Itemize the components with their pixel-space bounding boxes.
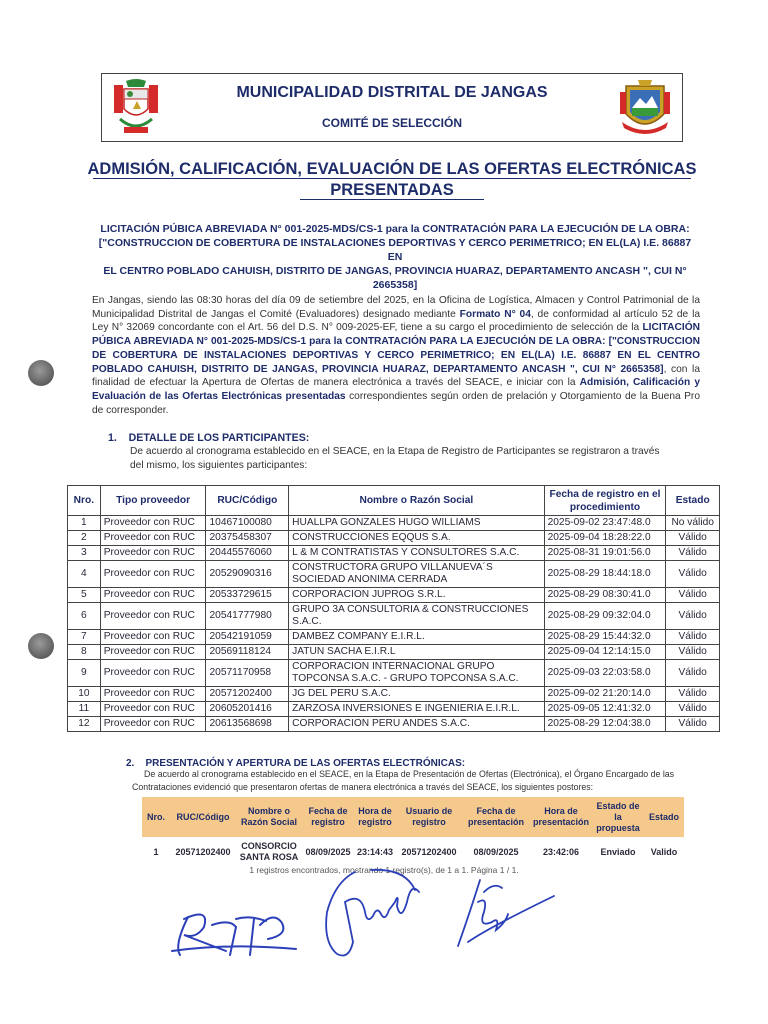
paragraph-text: , con la finalidad de efectuar la Apertura de Ofertas de manera electrónica a través del SEACE, e iniciar con la xyxy=(92,363,700,389)
punch-hole-top xyxy=(28,360,54,386)
participant-ruc: 20533729615 xyxy=(206,588,289,603)
participant-fecha: 2025-09-04 12:14:15.0 xyxy=(544,645,666,660)
offer-estado: Valido xyxy=(650,846,678,857)
participant-row xyxy=(68,603,720,630)
col-estado: Estado xyxy=(666,486,720,516)
participant-nro: 3 xyxy=(68,546,101,561)
participant-nombre: L & M CONTRATISTAS Y CONSULTORES S.A.C. xyxy=(289,546,544,561)
participant-tipo: Proveedor con RUC xyxy=(100,531,206,546)
col-nro: Nro. xyxy=(68,486,101,516)
participant-ruc: 20605201416 xyxy=(206,702,289,717)
participant-fecha: 2025-09-02 21:20:14.0 xyxy=(544,687,666,702)
paragraph-bold: LICITACIÓN PÚBICA ABREVIADA N° 001-2025-MDS/CS-1 para la CONTRATACIÓN PARA LA EJECUCIÓN DE LA OBRA: ["CONSTRUCCION DE COBERTURA DE INSTALACIONES DEPORTIVAS Y CERCO PERIMETRICO; EN EL(LA) I.E. 86887 EN EL CENTRO POBLADO CAHUISH, DISTRITO DE JANGAS, PROVINCIA HUARAZ, DEPARTAMENTO ANCASH ", CUI N° 2665358] xyxy=(92,322,700,375)
committee-name: COMITÉ DE SELECCIÓN xyxy=(321,116,462,130)
participant-tipo: Proveedor con RUC xyxy=(100,588,206,603)
offer-col-usuario: Usuario de registro xyxy=(396,797,462,837)
paragraph-bold: Formato N° 04 xyxy=(459,308,531,320)
offers-table xyxy=(142,797,684,863)
paragraph-bold: Admisión, Calificación y Evaluación de las Ofertas Electrónicas presentadas xyxy=(92,377,700,402)
participant-row xyxy=(68,588,720,603)
col-nombre: Nombre o Razón Social xyxy=(289,486,544,516)
offer-col-hora-presentacion: Hora de presentación xyxy=(530,797,592,837)
participant-nro: 7 xyxy=(68,630,101,645)
participant-ruc: 20529090316 xyxy=(206,561,289,588)
participant-row xyxy=(68,516,720,531)
licitation-line1: LICITACIÓN PÚBICA ABREVIADA N° 001-2025-MDS/CS-1 para la CONTRATACIÓN PARA LA EJECUCIÓN DE LA OBRA: xyxy=(100,223,690,235)
col-ruc: RUC/Código xyxy=(206,486,289,516)
participant-ruc: 20375458307 xyxy=(206,531,289,546)
document-header xyxy=(101,73,683,142)
participant-tipo: Proveedor con RUC xyxy=(100,516,206,531)
offer-hora-registro: 23:14:43 xyxy=(357,846,394,857)
participant-nombre: GRUPO 3A CONSULTORIA & CONSTRUCCIONES S.A.C. xyxy=(289,603,544,630)
participant-nro: 11 xyxy=(68,702,101,717)
participant-ruc: 20541777980 xyxy=(206,603,289,630)
signature-left xyxy=(170,905,300,965)
participant-ruc: 20569118124 xyxy=(206,645,289,660)
offer-col-fecha-registro: Fecha de registro xyxy=(302,797,354,837)
paragraph-text: En Jangas, siendo las 08:30 horas del día 09 de setiembre del 2025, en la Oficina de Logística, Almacen y Control Patrimonial de la Municipalidad Distrital de Jangas el Comité (Evaluadores) designado mediante xyxy=(92,295,700,320)
offers-header-row xyxy=(142,797,684,837)
participant-ruc: 20613568698 xyxy=(206,717,289,732)
participant-nombre: CONSTRUCCIONES EQQUS S.A. xyxy=(289,531,544,546)
participant-nombre: JG DEL PERU S.A.C. xyxy=(289,687,544,702)
col-fecha: Fecha de registro en el procedimiento xyxy=(544,486,666,516)
offer-col-nro: Nro. xyxy=(142,797,170,837)
participant-nro: 8 xyxy=(68,645,101,660)
participant-estado: Válido xyxy=(666,687,720,702)
offers-body xyxy=(142,837,684,863)
offer-col-estado-propuesta: Estado de la propuesta xyxy=(592,797,644,837)
participant-nro: 4 xyxy=(68,561,101,588)
participants-header-row xyxy=(68,486,720,516)
participant-tipo: Proveedor con RUC xyxy=(100,645,206,660)
participant-tipo: Proveedor con RUC xyxy=(100,660,206,687)
licitation-line2: ["CONSTRUCCION DE COBERTURA DE INSTALACIONES DEPORTIVAS Y CERCO PERIMETRICO; EN EL(LA) I.E. 86887 EN xyxy=(98,237,692,263)
participant-row xyxy=(68,561,720,588)
offer-ruc: 20571202400 xyxy=(175,846,231,857)
offer-col-nombre: Nombre o Razón Social xyxy=(236,797,302,837)
participant-row xyxy=(68,531,720,546)
participant-row xyxy=(68,687,720,702)
municipality-name: MUNICIPALIDAD DISTRITAL DE JANGAS xyxy=(236,84,548,101)
participant-row xyxy=(68,630,720,645)
participant-tipo: Proveedor con RUC xyxy=(100,630,206,645)
participant-nro: 10 xyxy=(68,687,101,702)
participant-tipo: Proveedor con RUC xyxy=(100,702,206,717)
offer-col-estado: Estado xyxy=(644,797,684,837)
participant-nro: 1 xyxy=(68,516,101,531)
punch-hole-bottom xyxy=(28,633,54,659)
section2-text-line1: De acuerdo al cronograma establecido en el SEACE, en la Etapa de Presentación de Ofertas (Electrónica), el Órgano Encargado de las xyxy=(144,769,675,779)
participant-fecha: 2025-09-03 22:03:58.0 xyxy=(544,660,666,687)
participants-table xyxy=(67,485,720,732)
participant-nro: 9 xyxy=(68,660,101,687)
participant-row xyxy=(68,660,720,687)
offer-nro: 1 xyxy=(153,846,159,857)
offer-row xyxy=(142,837,684,863)
participant-estado: Válido xyxy=(666,588,720,603)
participant-tipo: Proveedor con RUC xyxy=(100,603,206,630)
participant-tipo: Proveedor con RUC xyxy=(100,717,206,732)
participant-fecha: 2025-09-02 23:47:48.0 xyxy=(544,516,666,531)
participant-row xyxy=(68,645,720,660)
offer-estado-propuesta: Enviado xyxy=(600,846,636,857)
participant-nombre: CONSTRUCTORA GRUPO VILLANUEVA´S SOCIEDAD ANONIMA CERRADA xyxy=(289,561,544,588)
offer-fecha-registro: 08/09/2025 xyxy=(305,846,351,857)
section1-text xyxy=(130,445,710,473)
participant-nombre: DAMBEZ COMPANY E.I.R.L. xyxy=(289,630,544,645)
section2-text-line2: Contrataciones evidenció que presentaron ofertas de manera electrónica a través del SEACE, los siguientes postores: xyxy=(132,781,594,792)
participant-nro: 5 xyxy=(68,588,101,603)
participant-tipo: Proveedor con RUC xyxy=(100,561,206,588)
participant-ruc: 20542191059 xyxy=(206,630,289,645)
participant-estado: No válido xyxy=(666,516,720,531)
participant-estado: Válido xyxy=(666,717,720,732)
participant-ruc: 20445576060 xyxy=(206,546,289,561)
participant-fecha: 2025-08-29 09:32:04.0 xyxy=(544,603,666,630)
paragraph-text: , de conformidad al artículo 52 de la Ley N° 32069 concordante con el Art. 56 del D.S. N° 009-2025-EF, tiene a su cargo el procedimiento de selección de la xyxy=(92,308,700,334)
title-underline-2 xyxy=(300,199,484,200)
participant-estado: Válido xyxy=(666,546,720,561)
participant-estado: Válido xyxy=(666,660,720,687)
participant-nombre: CORPORACION INTERNACIONAL GRUPO TOPCONSA S.A.C. - GRUPO TOPCONSA S.A.C. xyxy=(289,660,544,687)
section1-text-line2: del mismo, los siguientes participantes: xyxy=(130,460,308,471)
offer-hora-presentacion: 23:42:06 xyxy=(543,846,580,857)
document-title-line2: PRESENTADAS xyxy=(330,181,454,199)
participant-fecha: 2025-09-04 18:28:22.0 xyxy=(544,531,666,546)
participant-nro: 12 xyxy=(68,717,101,732)
participant-ruc: 10467100080 xyxy=(206,516,289,531)
participant-row xyxy=(68,717,720,732)
title-underline xyxy=(93,178,691,179)
section2-heading: 2. PRESENTACIÓN Y APERTURA DE LAS OFERTAS ELECTRÓNICAS: xyxy=(126,758,466,769)
participant-nro: 2 xyxy=(68,531,101,546)
participant-row xyxy=(68,546,720,561)
offer-col-fecha-presentacion: Fecha de presentación xyxy=(462,797,530,837)
participant-estado: Válido xyxy=(666,630,720,645)
offers-footer-text: 1 registros encontrados, mostrando 1 registro(s), de 1 a 1. Página 1 / 1. xyxy=(249,865,519,875)
participant-nombre: CORPORACION PERU ANDES S.A.C. xyxy=(289,717,544,732)
section2-text xyxy=(132,768,714,793)
participant-nombre: CORPORACION JUPROG S.R.L. xyxy=(289,588,544,603)
document-title-line1: ADMISIÓN, CALIFICACIÓN, EVALUACIÓN DE LAS OFERTAS ELECTRÓNICAS xyxy=(87,160,697,178)
offer-col-ruc: RUC/Código xyxy=(170,797,236,837)
section1-heading: 1. DETALLE DE LOS PARTICIPANTES: xyxy=(108,432,310,444)
participant-fecha: 2025-08-29 15:44:32.0 xyxy=(544,630,666,645)
participant-estado: Válido xyxy=(666,645,720,660)
participant-nombre: ZARZOSA INVERSIONES E INGENIERIA E.I.R.L. xyxy=(289,702,544,717)
col-tipo: Tipo proveedor xyxy=(100,486,206,516)
participant-fecha: 2025-08-29 12:04:38.0 xyxy=(544,717,666,732)
participant-nro: 6 xyxy=(68,603,101,630)
section1-text-line1: De acuerdo al cronograma establecido en el SEACE, en la Etapa de Registro de Participantes se registraron a través xyxy=(130,446,660,457)
participant-fecha: 2025-08-29 18:44:18.0 xyxy=(544,561,666,588)
offer-usuario: 20571202400 xyxy=(401,846,457,857)
participant-ruc: 20571202400 xyxy=(206,687,289,702)
participants-body xyxy=(68,516,720,732)
participant-fecha: 2025-08-31 19:01:56.0 xyxy=(544,546,666,561)
participant-ruc: 20571170958 xyxy=(206,660,289,687)
offer-fecha-presentacion: 08/09/2025 xyxy=(473,846,519,857)
participant-nombre: JATUN SACHA E.I.R.L xyxy=(289,645,544,660)
licitation-header xyxy=(92,222,698,292)
signature-right xyxy=(448,872,558,962)
participant-nombre: HUALLPA GONZALES HUGO WILLIAMS xyxy=(289,516,544,531)
participant-estado: Válido xyxy=(666,531,720,546)
participant-fecha: 2025-09-05 12:41:32.0 xyxy=(544,702,666,717)
participant-fecha: 2025-08-29 08:30:41.0 xyxy=(544,588,666,603)
participant-tipo: Proveedor con RUC xyxy=(100,546,206,561)
jangas-municipal-crest-icon xyxy=(618,78,672,138)
offer-nombre: CONSORCIO SANTA ROSA xyxy=(239,841,299,862)
signature-middle xyxy=(315,862,425,962)
participant-estado: Válido xyxy=(666,702,720,717)
participant-tipo: Proveedor con RUC xyxy=(100,687,206,702)
participant-estado: Válido xyxy=(666,603,720,630)
licitation-line3: EL CENTRO POBLADO CAHUISH, DISTRITO DE JANGAS, PROVINCIA HUARAZ, DEPARTAMENTO ANCASH ", CUI N° xyxy=(103,265,687,277)
offer-col-hora-registro: Hora de registro xyxy=(354,797,396,837)
licitation-line4: 2665358] xyxy=(372,279,418,291)
paragraph-text: correspondientes según orden de prelación y Otorgamiento de la Buena Pro de corresponder. xyxy=(92,390,700,416)
participant-row xyxy=(68,702,720,717)
participant-estado: Válido xyxy=(666,561,720,588)
intro-paragraph xyxy=(92,294,700,417)
